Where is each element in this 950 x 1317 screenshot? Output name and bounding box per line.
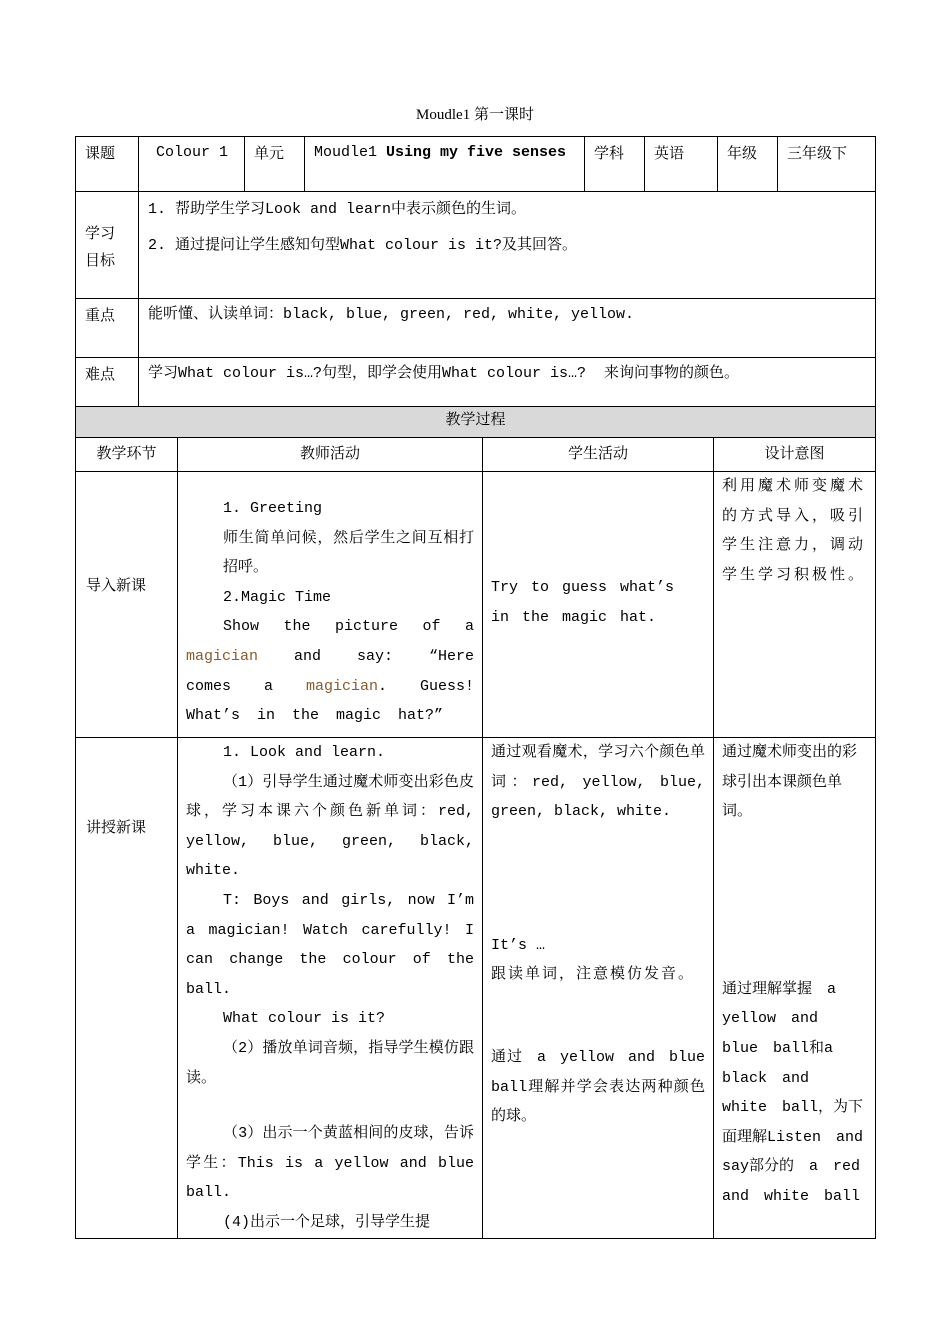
teacher-step: 1. Look and learn. bbox=[223, 744, 386, 761]
intent-step: 通过理解掌握 a yellow and blue ball和a black and white ball，为下面理解Listen and say部分的 a red and white ball bbox=[722, 980, 864, 1205]
intent-step: 通过魔术师变出的彩球引出本课颜色单词。 bbox=[722, 744, 858, 821]
student-step: 跟读单词，注意模仿发音。 bbox=[491, 966, 696, 984]
objective-item: 1. 帮助学生学习Look and learn中表示颜色的生词。 bbox=[148, 201, 527, 218]
key-points-label: 重点 bbox=[76, 299, 139, 358]
student-step: 通过 a yellow and blue ball理解并学会表达两种颜色的球。 bbox=[491, 1048, 705, 1126]
teacher-step: 1. Greeting bbox=[223, 500, 323, 517]
teacher-step: （3）出示一个黄蓝相间的皮球，告诉学生：This is a yellow and blue ball. bbox=[186, 1125, 474, 1202]
grade-value: 三年级下 bbox=[778, 137, 876, 192]
column-header: 教师活动 bbox=[178, 438, 483, 472]
student-step: It’s … bbox=[491, 936, 546, 954]
key-points-text: 能听懂、认读单词：black, blue, green, red, white, yellow. bbox=[139, 299, 876, 358]
teacher-step: 师生简单问候，然后学生之间互相打招呼。 bbox=[223, 529, 474, 577]
difficulties-text: 学习What colour is…?句型，即学会使用What colour is…? 来询问事物的颜色。 bbox=[139, 358, 876, 407]
column-header: 教学环节 bbox=[76, 438, 178, 472]
unit-value-plain: Moudle1 bbox=[314, 144, 387, 161]
lesson-info-table bbox=[75, 136, 876, 407]
teacher-text-highlight: magician bbox=[186, 647, 259, 665]
objective-item: 2. 通过提问让学生感知句型What colour is it?及其回答。 bbox=[148, 237, 578, 254]
design-intent-new-lesson bbox=[714, 738, 876, 1239]
teacher-text: . Guess! What’s in the magic hat?” bbox=[186, 677, 474, 725]
subject-value: 英语 bbox=[645, 137, 718, 192]
teacher-step: 2.Magic Time bbox=[223, 588, 332, 606]
topic-label: 课题 bbox=[76, 137, 139, 192]
design-intent-lead-in: 利用魔术师变魔术的方式导入，吸引学生注意力，调动学生学习积极性。 bbox=[714, 472, 876, 738]
subject-label: 学科 bbox=[585, 137, 645, 192]
column-header: 学生活动 bbox=[483, 438, 714, 472]
unit-value-bold: Using my five senses bbox=[386, 144, 567, 161]
objectives-label: 学习 目标 bbox=[76, 192, 139, 299]
teacher-text-highlight: magician bbox=[305, 677, 378, 695]
grade-label: 年级 bbox=[718, 137, 778, 192]
page-title: Moudle1 第一课时 bbox=[416, 107, 534, 123]
topic-value: Colour 1 bbox=[139, 137, 245, 192]
teacher-step: （2）播放单词音频，指导学生模仿跟读。 bbox=[186, 1039, 474, 1087]
objectives-content bbox=[139, 192, 876, 299]
unit-value bbox=[305, 137, 585, 192]
student-activity-new-lesson bbox=[483, 738, 714, 1239]
teacher-step: （1）引导学生通过魔术师变出彩色皮球，学习本课六个颜色新单词：red, yellow, blue, green, black, white. bbox=[186, 773, 474, 880]
student-activity-lead-in: Try to guess what’s in the magic hat. bbox=[483, 472, 714, 738]
stage-lead-in: 导入新课 bbox=[76, 472, 178, 738]
teacher-activity-lead-in bbox=[178, 472, 483, 738]
teacher-activity-new-lesson bbox=[178, 738, 483, 1239]
difficulties-label: 难点 bbox=[76, 358, 139, 407]
teacher-text: and say: “Here comes a bbox=[186, 647, 474, 695]
teaching-process-table bbox=[75, 406, 876, 1239]
teacher-step: T: Boys and girls, now I’m a magician! Watch carefully! I can change the colour of the ball. bbox=[186, 891, 474, 998]
teacher-text: Show the picture of a bbox=[223, 618, 474, 636]
unit-label: 单元 bbox=[245, 137, 305, 192]
teacher-step: What colour is it? bbox=[223, 1010, 386, 1028]
teacher-step bbox=[186, 612, 474, 730]
stage-new-lesson: 讲授新课 bbox=[76, 738, 178, 1239]
column-header: 设计意图 bbox=[714, 438, 876, 472]
process-header: 教学过程 bbox=[76, 407, 876, 438]
student-step: 通过观看魔术，学习六个颜色单词：red, yellow, blue, green, black, white. bbox=[491, 744, 705, 821]
teacher-step: (4)出示一个足球，引导学生提 bbox=[223, 1213, 431, 1231]
